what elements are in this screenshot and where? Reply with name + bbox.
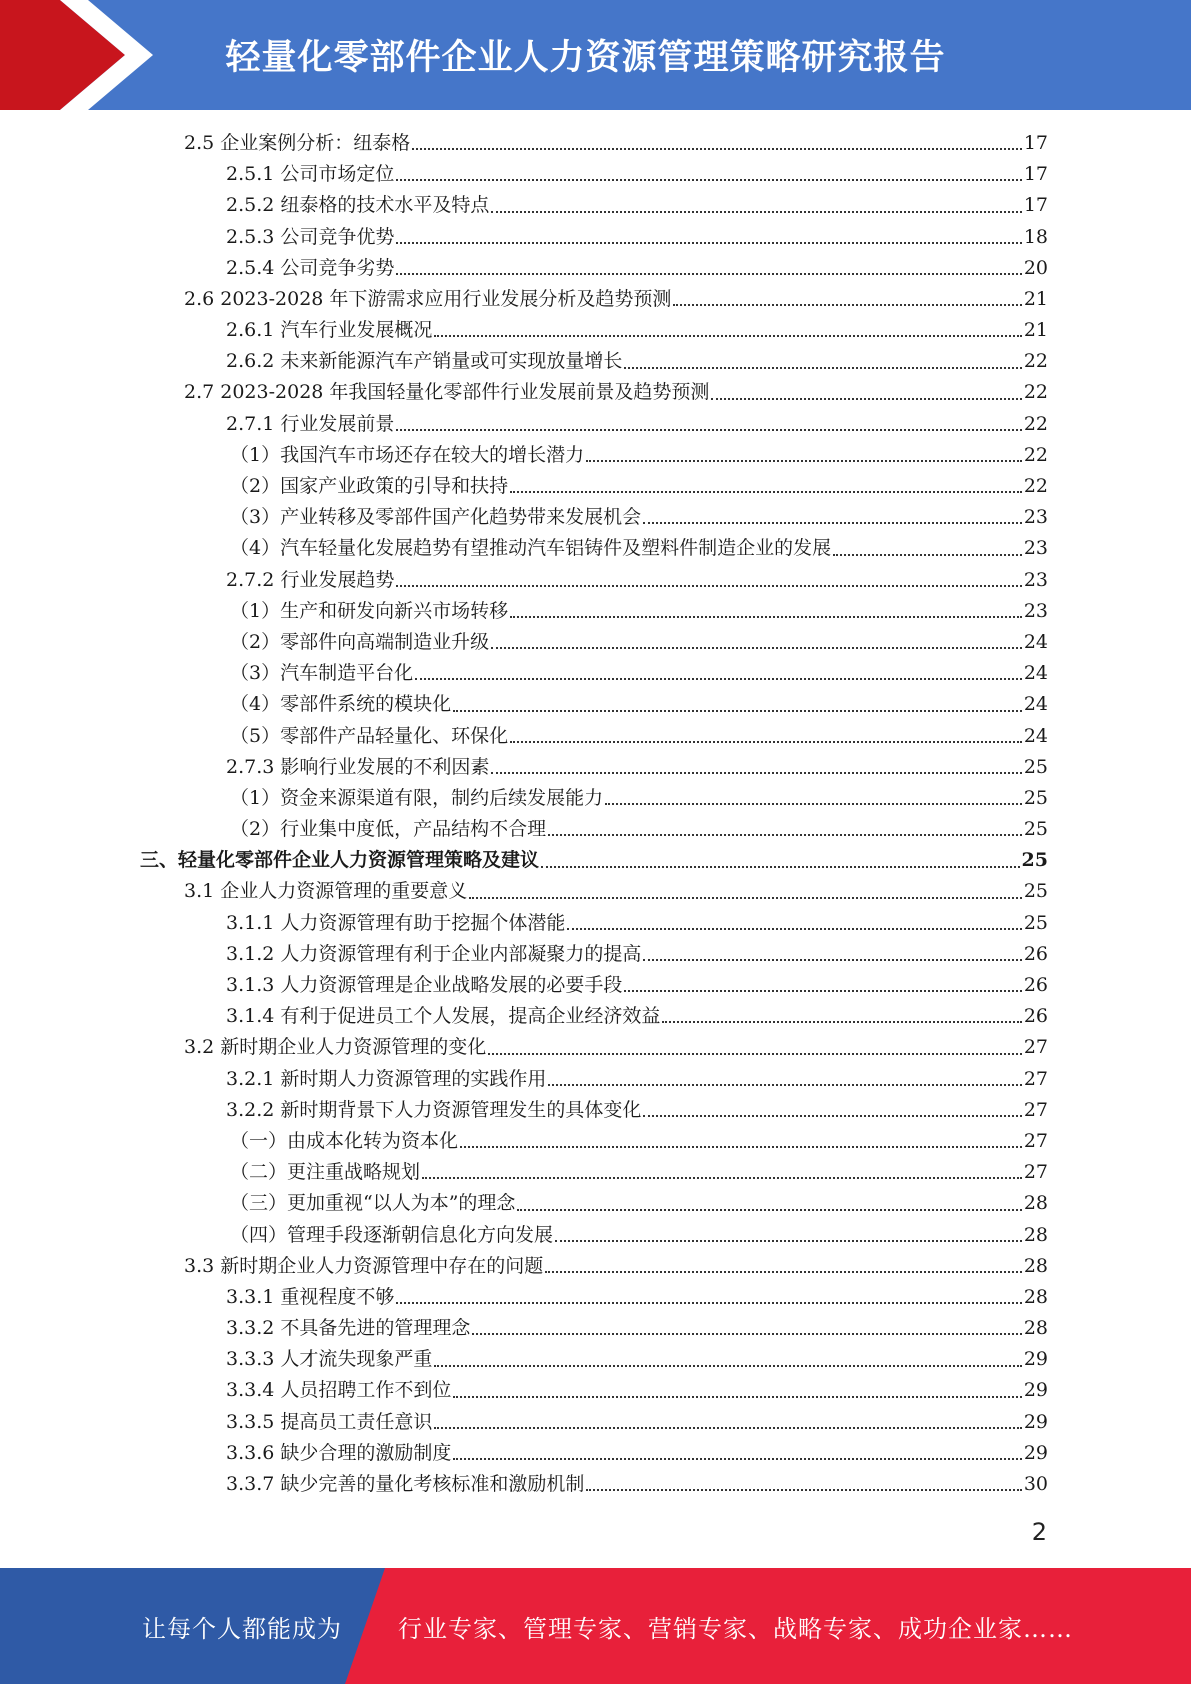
toc-entry[interactable] [140,1438,1048,1469]
toc-leader-dots [624,367,1021,369]
toc-leader-dots [567,928,1021,930]
toc-entry-title: （一）由成本化转为资本化 [230,1129,459,1152]
toc-leader-dots [434,1365,1021,1367]
toc-entry-page: 21 [1023,319,1048,342]
toc-entry-page: 22 [1023,381,1048,404]
toc-entry[interactable] [140,1001,1048,1032]
toc-leader-dots [541,866,1020,868]
toc-entry-title: （1）生产和研发向新兴市场转移 [230,599,509,622]
toc-entry-title: 3.3 新时期企业人力资源管理中存在的问题 [184,1254,544,1277]
toc-entry-title: 2.7.1 行业发展前景 [226,412,395,435]
toc-entry[interactable] [140,346,1048,377]
toc-entry-title: 3.1.1 人力资源管理有助于挖掘个体潜能 [226,911,566,934]
toc-leader-dots [491,211,1021,213]
toc-leader-dots [488,1053,1022,1055]
toc-entry-page: 29 [1023,1410,1048,1433]
toc-leader-dots [643,959,1021,961]
toc-entry-title: 3.3.7 缺少完善的量化考核标准和激励机制 [226,1473,585,1496]
toc-entry[interactable] [140,814,1048,845]
page-number: 2 [1031,1518,1047,1546]
toc-entry[interactable] [140,721,1048,752]
toc-entry[interactable] [140,1157,1048,1188]
toc-entry-page: 28 [1023,1317,1048,1340]
toc-entry[interactable] [140,409,1048,440]
toc-entry[interactable] [140,689,1048,720]
toc-entry-page: 30 [1023,1473,1048,1496]
toc-entry[interactable] [140,159,1048,190]
toc-entry-page: 27 [1023,1036,1048,1059]
toc-entry-title: 3.2.2 新时期背景下人力资源管理发生的具体变化 [226,1098,642,1121]
toc-entry-page: 25 [1021,849,1048,872]
toc-entry[interactable] [140,128,1048,159]
toc-leader-dots [548,834,1022,836]
toc-entry-title: 3.1.3 人力资源管理是企业战略发展的必要手段 [226,974,623,997]
toc-leader-dots [491,772,1021,774]
toc-entry-title: 2.5.2 纽泰格的技术水平及特点 [226,194,490,217]
toc-entry[interactable] [140,284,1048,315]
toc-entry-page: 24 [1023,724,1048,747]
toc-leader-dots [673,304,1021,306]
toc-entry[interactable] [140,222,1048,253]
toc-entry-page: 28 [1023,1223,1048,1246]
toc-leader-dots [643,1115,1021,1117]
toc-entry-title: （二）更注重战略规划 [230,1161,421,1184]
toc-leader-dots [453,1458,1021,1460]
toc-leader-dots [415,678,1022,680]
toc-leader-dots [605,803,1022,805]
toc-entry-title: 2.6.1 汽车行业发展概况 [226,319,433,342]
toc-entry-title: 3.3.5 提高员工责任意识 [226,1410,433,1433]
toc-entry-title: 2.6 2023-2028 年下游需求应用行业发展分析及趋势预测 [184,287,672,310]
toc-leader-dots [833,554,1022,556]
toc-entry-title: 3.3.2 不具备先进的管理理念 [226,1317,471,1340]
toc-entry-title: （1）我国汽车市场还存在较大的增长潜力 [230,443,585,466]
toc-entry-title: 2.5.3 公司竞争优势 [226,225,395,248]
toc-leader-dots [510,741,1022,743]
toc-entry-page: 25 [1023,818,1048,841]
toc-leader-dots [491,647,1022,649]
toc-entry-page: 28 [1023,1192,1048,1215]
toc-entry[interactable] [140,502,1048,533]
toc-entry-page: 27 [1023,1067,1048,1090]
toc-leader-dots [469,897,1022,899]
toc-entry-page: 17 [1023,131,1048,154]
toc-entry-page: 18 [1023,225,1048,248]
toc-entry-page: 27 [1023,1161,1048,1184]
toc-entry-page: 22 [1023,412,1048,435]
toc-entry-title: （3）汽车制造平台化 [230,662,414,685]
toc-entry[interactable] [140,1344,1048,1375]
toc-entry-page: 20 [1023,256,1048,279]
toc-entry[interactable] [140,877,1048,908]
toc-leader-dots [711,398,1021,400]
page-footer [0,1568,1191,1684]
toc-entry[interactable] [140,939,1048,970]
toc-entry-page: 24 [1023,630,1048,653]
toc-entry[interactable] [140,1188,1048,1219]
toc-entry[interactable] [140,1095,1048,1126]
toc-entry[interactable] [140,845,1048,876]
toc-entry-page: 25 [1023,880,1048,903]
toc-leader-dots [517,1209,1021,1211]
toc-entry-title: 2.5 企业案例分析：纽泰格 [184,131,411,154]
toc-entry[interactable] [140,752,1048,783]
toc-entry[interactable] [140,471,1048,502]
toc-entry[interactable] [140,565,1048,596]
toc-leader-dots [412,148,1022,150]
toc-entry-title: （3）产业转移及零部件国产化趋势带来发展机会 [230,506,642,529]
toc-entry-title: （4）零部件系统的模块化 [230,693,452,716]
toc-entry[interactable] [140,627,1048,658]
toc-entry-title: （四）管理手段逐渐朝信息化方向发展 [230,1223,554,1246]
toc-entry-title: 2.7.2 行业发展趋势 [226,568,395,591]
toc-entry-title: （1）资金来源渠道有限，制约后续发展能力 [230,786,604,809]
toc-entry-title: 3.3.3 人才流失现象严重 [226,1348,433,1371]
toc-entry[interactable] [140,1220,1048,1251]
toc-entry-title: （4）汽车轻量化发展趋势有望推动汽车铝铸件及塑料件制造企业的发展 [230,537,832,560]
toc-entry-page: 28 [1023,1285,1048,1308]
toc-entry-title: 3.1 企业人力资源管理的重要意义 [184,880,468,903]
table-of-contents [140,128,1048,1500]
toc-entry[interactable] [140,1313,1048,1344]
toc-entry-page: 26 [1023,1005,1048,1028]
toc-leader-dots [586,1489,1021,1491]
toc-entry[interactable] [140,440,1048,471]
toc-entry-title: 2.7 2023-2028 年我国轻量化零部件行业发展前景及趋势预测 [184,381,710,404]
toc-leader-dots [510,491,1022,493]
toc-entry-title: （三）更加重视“以人为本”的理念 [230,1192,516,1215]
toc-entry-page: 29 [1023,1441,1048,1464]
page-header [0,0,1191,110]
toc-entry-title: 3.1.2 人力资源管理有利于企业内部凝聚力的提高 [226,942,642,965]
toc-entry-title: （2）国家产业政策的引导和扶持 [230,475,509,498]
toc-entry-page: 23 [1023,568,1048,591]
toc-entry-title: 3.3.1 重视程度不够 [226,1285,395,1308]
toc-leader-dots [396,585,1021,587]
footer-slogan-right: 行业专家、管理专家、营销专家、战略专家、成功企业家…… [398,1614,1073,1643]
toc-leader-dots [396,273,1021,275]
toc-entry-title: 3.2 新时期企业人力资源管理的变化 [184,1036,487,1059]
toc-entry-title: 3.3.6 缺少合理的激励制度 [226,1441,452,1464]
toc-entry-page: 26 [1023,942,1048,965]
toc-entry-title: 2.6.2 未来新能源汽车产销量或可实现放量增长 [226,350,623,373]
report-title: 轻量化零部件企业人力资源管理策略研究报告 [225,38,946,78]
toc-entry[interactable] [140,1126,1048,1157]
toc-entry-title: 2.5.4 公司竞争劣势 [226,256,395,279]
toc-entry-page: 26 [1023,974,1048,997]
toc-entry-page: 23 [1023,537,1048,560]
toc-entry-page: 25 [1023,786,1048,809]
toc-leader-dots [460,1146,1022,1148]
toc-entry-page: 29 [1023,1379,1048,1402]
toc-entry[interactable] [140,253,1048,284]
toc-leader-dots [510,616,1022,618]
toc-entry-page: 23 [1023,506,1048,529]
toc-entry-title: 3.3.4 人员招聘工作不到位 [226,1379,452,1402]
toc-entry-page: 24 [1023,693,1048,716]
toc-entry[interactable] [140,1407,1048,1438]
toc-entry-page: 25 [1023,755,1048,778]
toc-entry-page: 23 [1023,599,1048,622]
toc-entry-page: 29 [1023,1348,1048,1371]
toc-entry-title: 2.7.3 影响行业发展的不利因素 [226,755,490,778]
toc-entry-title: （5）零部件产品轻量化、环保化 [230,724,509,747]
toc-leader-dots [396,179,1021,181]
toc-entry-title: （2）行业集中度低，产品结构不合理 [230,818,547,841]
toc-leader-dots [548,1084,1021,1086]
toc-entry[interactable] [140,190,1048,221]
toc-entry-page: 17 [1023,194,1048,217]
toc-leader-dots [434,1427,1021,1429]
toc-leader-dots [662,1021,1021,1023]
toc-entry-page: 22 [1023,350,1048,373]
toc-entry[interactable] [140,1469,1048,1500]
toc-entry[interactable] [140,315,1048,346]
toc-leader-dots [434,335,1021,337]
toc-entry-page: 22 [1023,443,1048,466]
toc-entry[interactable] [140,1032,1048,1063]
toc-leader-dots [472,1333,1021,1335]
toc-entry-title: 三、轻量化零部件企业人力资源管理策略及建议 [140,849,540,872]
toc-entry-title: 2.5.1 公司市场定位 [226,163,395,186]
toc-leader-dots [555,1240,1022,1242]
toc-entry[interactable] [140,378,1048,409]
toc-entry[interactable] [140,908,1048,939]
toc-leader-dots [453,710,1022,712]
toc-entry-title: 3.2.1 新时期人力资源管理的实践作用 [226,1067,547,1090]
toc-entry[interactable] [140,1282,1048,1313]
toc-entry-page: 21 [1023,287,1048,310]
toc-entry[interactable] [140,1064,1048,1095]
toc-entry-page: 25 [1023,911,1048,934]
toc-leader-dots [422,1177,1022,1179]
toc-entry[interactable] [140,783,1048,814]
toc-entry-title: （2）零部件向高端制造业升级 [230,630,490,653]
toc-leader-dots [396,429,1021,431]
toc-entry-page: 28 [1023,1254,1048,1277]
toc-leader-dots [624,990,1021,992]
toc-entry-page: 22 [1023,475,1048,498]
toc-entry-title: 3.1.4 有利于促进员工个人发展，提高企业经济效益 [226,1005,661,1028]
toc-entry[interactable] [140,1376,1048,1407]
toc-leader-dots [453,1396,1021,1398]
toc-entry[interactable] [140,658,1048,689]
toc-leader-dots [643,522,1022,524]
toc-entry[interactable] [140,533,1048,564]
toc-entry-page: 24 [1023,662,1048,685]
footer-slogan-left: 让每个人都能成为 [142,1614,342,1643]
toc-leader-dots [586,460,1022,462]
toc-entry-page: 17 [1023,163,1048,186]
toc-entry-page: 27 [1023,1129,1048,1152]
toc-entry[interactable] [140,1251,1048,1282]
toc-entry-page: 27 [1023,1098,1048,1121]
toc-leader-dots [545,1271,1022,1273]
toc-leader-dots [396,1302,1021,1304]
toc-leader-dots [396,242,1021,244]
toc-entry[interactable] [140,970,1048,1001]
toc-entry[interactable] [140,596,1048,627]
